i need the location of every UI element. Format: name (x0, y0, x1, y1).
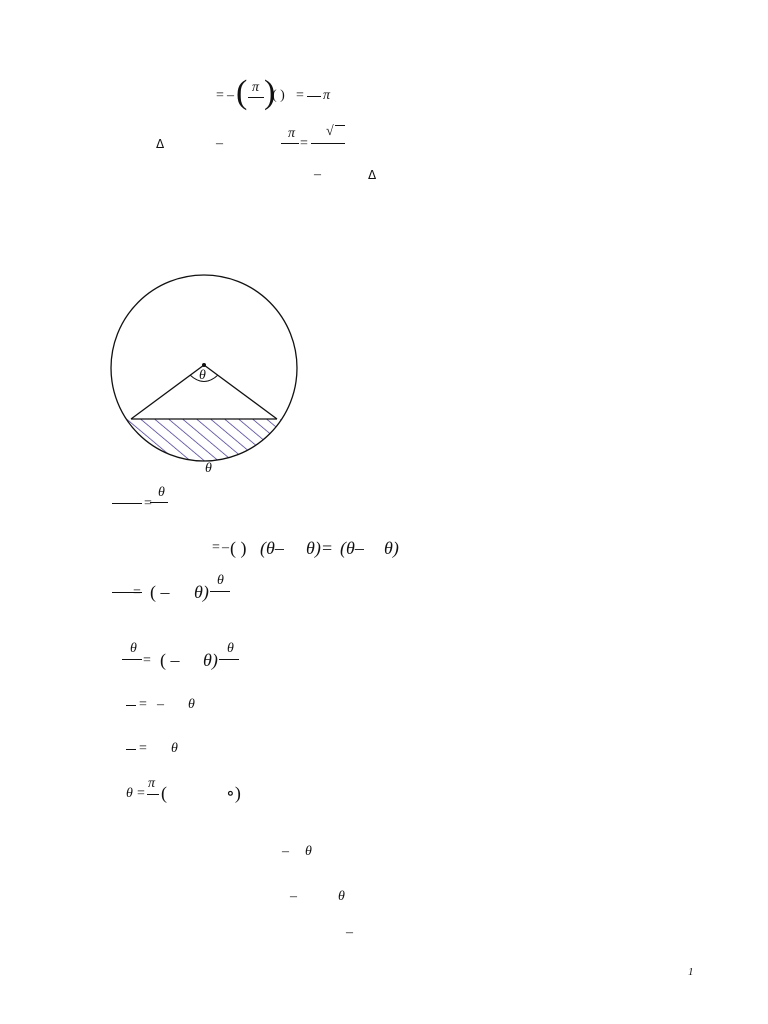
pi-symbol: π (148, 776, 156, 791)
left-paren: ( (161, 783, 167, 803)
expr-theta-minus: (θ– (340, 538, 364, 558)
paren-minus: ( – (150, 582, 170, 602)
pi-symbol: π (252, 80, 260, 95)
expr-theta-close: θ) (384, 538, 399, 558)
radius-left (131, 365, 204, 419)
theta-symbol: θ (130, 641, 137, 656)
theta-symbol: θ (227, 641, 234, 656)
eq-sign: = (212, 540, 220, 555)
minus-sign: – (157, 697, 164, 712)
parens: ( ) (272, 88, 285, 103)
fraction-bar (219, 659, 239, 660)
theta-symbol: θ (188, 697, 195, 712)
fraction-bar (248, 97, 264, 98)
eq-sign: = (133, 585, 141, 600)
pi-symbol: π (323, 88, 331, 103)
theta-symbol: θ (158, 485, 165, 500)
fraction-bar (126, 705, 136, 706)
minus-sign: – (282, 844, 289, 859)
minus-sign: – (290, 889, 297, 904)
fraction-bar (147, 794, 159, 795)
eq-sign: = (216, 88, 224, 103)
paren-minus: ( – (160, 650, 180, 670)
center-point (202, 363, 206, 367)
fraction-bar (281, 143, 299, 144)
radical-bar (335, 125, 345, 126)
eq-sign: = (144, 496, 152, 511)
theta-close: θ) (203, 650, 218, 670)
parens: ( ) (230, 538, 247, 558)
page-number: 1 (688, 966, 694, 978)
eq-sign: = (137, 786, 145, 801)
eq-sign: = (139, 697, 147, 712)
fraction-bar (311, 143, 345, 144)
theta-symbol: θ (171, 741, 178, 756)
theta-close: θ) (194, 582, 209, 602)
theta-symbol: θ (338, 889, 345, 904)
big-right-paren: ) (264, 74, 276, 111)
eq-sign: = (300, 136, 308, 151)
delta-symbol: Δ (368, 168, 377, 182)
minus-sign: – (227, 88, 234, 103)
eq-sign: = (143, 653, 151, 668)
expr-theta-eq: θ)= (306, 538, 333, 558)
fraction-bar (307, 96, 321, 97)
theta-symbol: θ (217, 573, 224, 588)
fraction-bar (210, 591, 230, 592)
big-left-paren: ( (236, 74, 248, 111)
delta-symbol: Δ (156, 137, 165, 151)
fraction-bar (150, 502, 168, 503)
minus-sign: – (314, 167, 321, 182)
eq-sign: = (139, 741, 147, 756)
minus-sign: – (346, 925, 353, 940)
fraction-bar (122, 659, 142, 660)
fraction-bar (112, 503, 142, 504)
sqrt-symbol: √ (326, 124, 334, 139)
pi-symbol: π (288, 126, 296, 141)
minus-sign: – (216, 136, 223, 151)
theta-angle-label: θ (199, 368, 206, 383)
theta-symbol: θ (126, 786, 133, 801)
theta-label: θ (205, 461, 212, 476)
eq-sign: = (296, 88, 304, 103)
theta-symbol: θ (305, 844, 312, 859)
fraction-bar (126, 749, 136, 750)
expr-theta-minus: (θ– (260, 538, 284, 558)
radius-right (204, 365, 277, 419)
degree-close: ∘) (226, 783, 241, 803)
minus-sign: – (222, 540, 229, 555)
